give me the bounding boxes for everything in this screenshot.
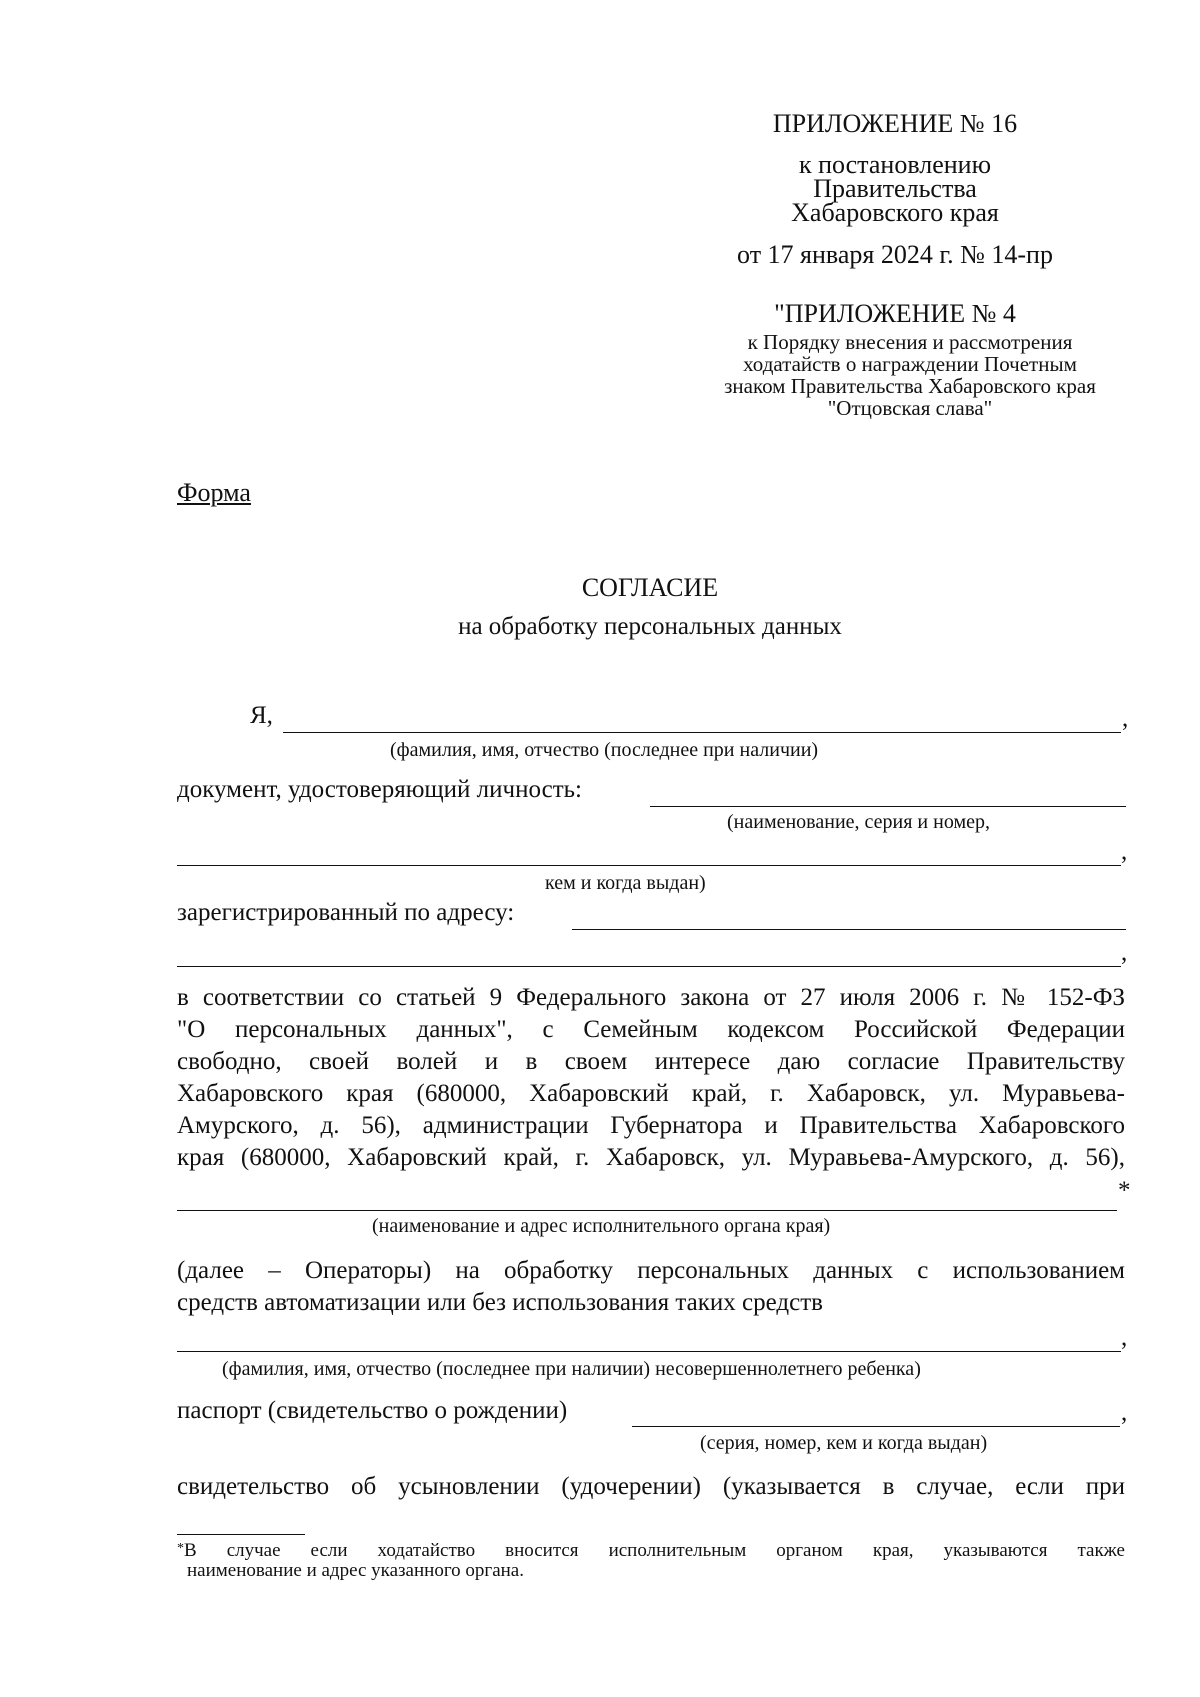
operators-paragraph — [177, 1255, 1125, 1319]
address-blank-line[interactable] — [572, 929, 1126, 930]
document-title: СОГЛАСИЕ — [581, 573, 719, 602]
id-document-caption-1: (наименование, серия и номер, — [727, 811, 990, 833]
fio-caption: (фамилия, имя, отчество (последнее при наличии) — [390, 739, 819, 761]
child-fio-caption: (фамилия, имя, отчество (последнее при наличии) несовершеннолетнего ребенка) — [222, 1358, 921, 1380]
id-document-blank-line[interactable] — [650, 806, 1126, 807]
consent-line: Амурского, д. 56), администрации Губернатора и Правительства Хабаровского — [177, 1112, 1125, 1139]
passport-blank-line[interactable] — [632, 1426, 1120, 1427]
id-document-caption-2: кем и когда выдан) — [545, 872, 706, 894]
adoption-paragraph — [177, 1471, 1125, 1503]
consent-line: свободно, своей волей и в своем интересе даю согласие Правительству — [177, 1048, 1125, 1075]
passport-comma: , — [1121, 1399, 1128, 1426]
passport-label: паспорт (свидетельство о рождении) — [177, 1397, 568, 1424]
address-label: зарегистрированный по адресу: — [177, 899, 515, 926]
resolution-line-1: к постановлению — [798, 150, 992, 179]
child-fio-blank-line[interactable] — [177, 1351, 1121, 1352]
consent-line: края (680000, Хабаровский край, г. Хабаровск, ул. Муравьева-Амурского, д. 56), — [177, 1144, 1125, 1171]
operators-line: средств автоматизации или без использования таких средств — [177, 1289, 823, 1316]
organ-blank-line[interactable] — [177, 1210, 1117, 1211]
child-fio-comma: , — [1121, 1324, 1128, 1351]
consent-line: в соответствии со статьей 9 Федерального закона от 27 июля 2006 г. № 152-ФЗ — [177, 984, 1125, 1011]
order-line-1: к Порядку внесения и рассмотрения — [747, 330, 1073, 354]
consent-line: Хабаровского края (680000, Хабаровский край, г. Хабаровск, ул. Муравьева- — [177, 1080, 1125, 1107]
form-label: Форма — [177, 478, 251, 507]
id-document-label: документ, удостоверяющий личность: — [177, 776, 582, 803]
footnote — [177, 1541, 1125, 1581]
resolution-date-number: от 17 января 2024 г. № 14-пр — [737, 240, 1053, 269]
footnote-rule — [177, 1534, 305, 1535]
fio-comma: , — [1122, 705, 1129, 732]
footnote-line-1 — [177, 1541, 1125, 1561]
address-comma: , — [1121, 939, 1128, 966]
organ-caption: (наименование и адрес исполнительного органа края) — [372, 1215, 831, 1237]
resolution-line-2: Правительства — [813, 174, 977, 203]
id-document-blank-line-2[interactable] — [177, 865, 1121, 866]
footnote-mark: * — [177, 1541, 184, 1556]
order-line-2: ходатайств о награждении Почетным — [743, 352, 1077, 376]
i-prefix: Я, — [250, 702, 273, 729]
order-line-3: знаком Правительства Хабаровского края — [724, 374, 1096, 398]
order-line-4: "Отцовская слава" — [827, 396, 993, 420]
document-subtitle: на обработку персональных данных — [458, 613, 842, 640]
address-blank-line-2[interactable] — [177, 966, 1121, 967]
fio-blank-line[interactable] — [283, 732, 1121, 733]
operators-line: (далее – Операторы) на обработку персональных данных с использованием — [177, 1257, 1125, 1284]
adoption-line: свидетельство об усыновлении (удочерении) (указывается в случае, если при — [177, 1473, 1125, 1500]
appendix-4-heading: "ПРИЛОЖЕНИЕ № 4 — [774, 299, 1016, 328]
footnote-text-1: В случае если ходатайство вносится исполнительным органом края, указываются также — [184, 1540, 1125, 1561]
resolution-line-3: Хабаровского края — [791, 198, 999, 227]
consent-line: "О персональных данных", с Семейным кодексом Российской Федерации — [177, 1016, 1125, 1043]
id-document-comma: , — [1121, 838, 1128, 865]
appendix-16-heading: ПРИЛОЖЕНИЕ № 16 — [772, 109, 1018, 138]
passport-caption: (серия, номер, кем и когда выдан) — [700, 1432, 988, 1454]
footnote-line-2: наименование и адрес указанного органа. — [187, 1560, 524, 1581]
organ-asterisk: * — [1118, 1177, 1131, 1204]
consent-paragraph — [177, 982, 1125, 1174]
